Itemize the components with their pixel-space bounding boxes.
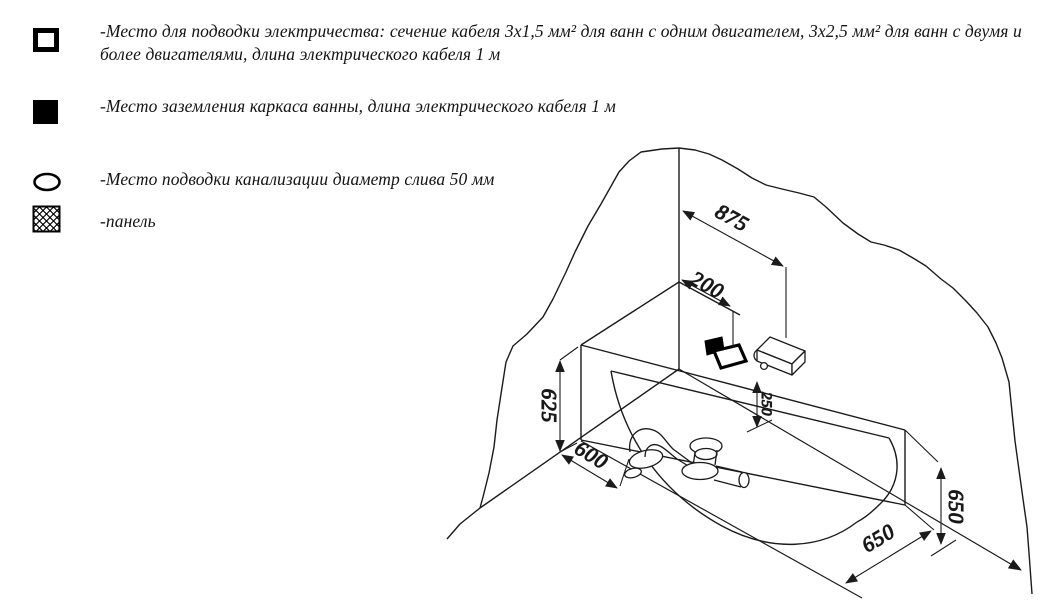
spout-outlet-hole <box>761 363 768 370</box>
left-wall-floor-line <box>480 369 679 508</box>
dim-625 <box>537 347 578 452</box>
legend-electricity-line2: более двигателями, длина электрического кабеля 1 м <box>100 44 501 64</box>
drain-small-oval <box>624 467 643 480</box>
dim-200-label: 200 <box>686 266 729 304</box>
bathtub <box>581 282 905 598</box>
drain-base-oval <box>682 463 718 480</box>
dim-650-height <box>905 430 968 556</box>
tub-left-rim-edge <box>581 282 679 345</box>
drain-cap-ring <box>695 449 717 460</box>
drain-outlet-cap <box>739 473 749 488</box>
floor-torn-edge <box>447 508 480 539</box>
electricity-point-mark <box>714 345 746 368</box>
legend-panel-line1: -панель <box>100 211 156 231</box>
dim-625-extensions <box>560 347 578 452</box>
wall-spout <box>754 337 805 375</box>
dimension-lines <box>537 199 968 583</box>
legend-electricity-line1: -Место для подводки электричества: сечение кабеля 3х1,5 мм² для ванн с одним двигателем, 3х2,5 мм² для ванн с двумя и <box>100 21 1022 41</box>
dim-875-label: 875 <box>711 199 754 237</box>
dim-600-label: 600 <box>570 435 613 475</box>
tub-basin-right-end <box>857 438 897 522</box>
tub-floor-reference-line <box>581 441 862 598</box>
drain-fitting <box>624 429 749 488</box>
dim-650-width-label: 650 <box>857 518 900 558</box>
dim-625-label: 625 <box>537 388 561 424</box>
dim-250-label: 250 <box>758 392 774 416</box>
legend-grounding-line1: -Место заземления каркаса ванны, длина электрического кабеля 1 м <box>100 96 616 116</box>
tub-basin-upper-edge <box>611 371 889 438</box>
legend-drain-line1: -Место подводки канализации диаметр слива 50 мм <box>100 169 495 189</box>
dim-650-height-extensions <box>905 430 938 530</box>
dim-650-height-tick <box>931 540 956 556</box>
dim-250-tick <box>747 420 772 432</box>
electrical-outlet-box <box>705 337 746 368</box>
dim-650-width <box>846 519 931 583</box>
dim-650-height-label: 650 <box>944 489 968 525</box>
